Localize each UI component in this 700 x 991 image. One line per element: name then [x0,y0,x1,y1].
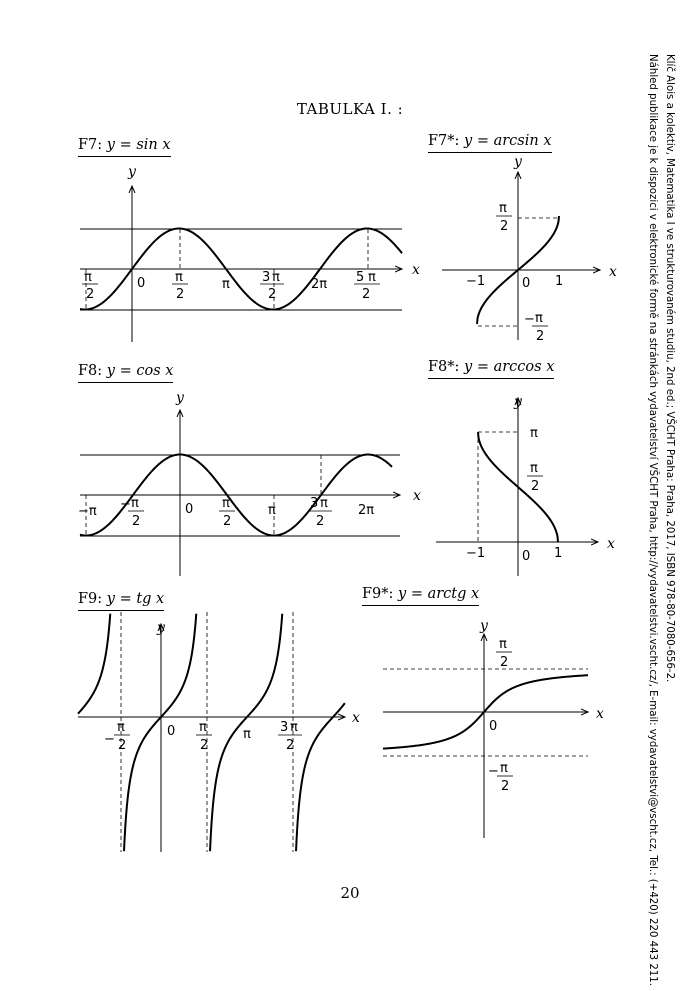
arcsin-x-label: x [609,264,617,280]
arctan-tick-neg-half-num: π [500,761,508,776]
caption-f9s-label: F9*: [362,586,394,602]
tan-tick-neg-half-num: π [117,720,125,735]
arcsin-tick-neg-one: −1 [466,274,486,289]
tan-tick-3half-num-pi: π [290,720,298,735]
caption-f9s-formula: y = arctg x [398,586,480,602]
arccos-tick-one: 1 [554,546,563,561]
graph-sin [80,164,420,342]
arccos-y-label: y [514,394,522,410]
sin-x-label: x [412,262,420,278]
cos-tick-neg-half-num: π [131,496,139,511]
tan-tick-neg-half-minus: − [104,732,115,747]
publication-sidebar-text [644,54,678,987]
tan-tick-3half-den: 2 [286,738,295,753]
sidebar-preview-note: Náhled publikace je k dispozici v elektronické formě na stránkách vydavatelství VŠCHT Praha, http://vydavatelstvi.vscht.cz/, E-mail: vydavatelstvi@vscht.cz, Tel.: (+420) 220 443 211. [647,54,658,987]
arccos-x-label: x [607,536,615,552]
arcsin-tick-neg-half-pi-num: π [535,311,543,326]
tan-tick-zero: 0 [167,724,176,739]
caption-f9-formula: y = tg x [106,591,165,607]
arccos-tick-zero: 0 [522,549,531,564]
cos-tick-neg-pi: −π [78,504,97,519]
sin-y-label: y [128,164,136,180]
tan-tick-pi: π [243,727,251,742]
graph-arcsin [442,154,617,344]
sin-tick-5half-den: 2 [362,287,371,302]
caption-f8s-label: F8*: [428,359,460,375]
sin-tick-5half-num-pi: π [368,270,376,285]
page-number: 20 [340,884,360,902]
arcsin-tick-zero: 0 [522,276,531,291]
arctan-tick-neg-half-den: 2 [501,779,510,794]
graph-arccos [436,394,615,576]
arccos-tick-half-pi-num: π [530,461,538,476]
page-title: TABULKA I. : [296,100,404,118]
cos-tick-3half-den: 2 [316,514,325,529]
arcsin-tick-half-pi-den: 2 [500,219,509,234]
tan-tick-neg-half-den: 2 [118,738,127,753]
arcsin-tick-half-pi-num: π [499,201,507,216]
cos-tick-neg-half-den: 2 [132,514,141,529]
graph-tan [78,612,360,852]
arcsin-tick-neg-half-pi-den: 2 [536,329,545,344]
arcsin-tick-neg-half-pi-minus: − [524,312,535,327]
tan-tick-half-pi-den: 2 [200,738,209,753]
cos-tick-neg-half-minus: − [120,497,131,512]
graph-arctan [383,618,604,838]
arccos-tick-neg-one: −1 [466,546,486,561]
sin-tick-3half-num-pi: π [272,270,280,285]
cos-y-label: y [176,390,184,406]
tan-tick-half-pi-num: π [199,720,207,735]
arctan-y-label: y [480,618,488,634]
sin-tick-2pi: 2π [311,277,328,292]
caption-f7s-formula: y = arcsin x [464,133,552,149]
caption-f9-label: F9: [78,591,103,607]
sin-tick-half-pi-num: π [175,270,183,285]
tan-y-label: y [157,620,165,636]
sin-tick-3half-den: 2 [268,287,277,302]
cos-x-label: x [413,488,421,504]
sidebar-citation: Klíč Alois a kolektiv, Matematika I ve strukturovaném studiu, 2nd ed.; VŠCHT Praha: Praha, 2017, ISBN 978-80-7080-656-2. [664,54,675,683]
arccos-tick-half-pi-den: 2 [531,479,540,494]
sin-tick-half-pi-den: 2 [176,287,185,302]
cos-tick-3half-num-3: 3 [310,496,319,511]
tan-x-label: x [352,710,360,726]
sin-tick-5half-num-5: 5 [356,270,365,285]
sin-tick-pi: π [222,277,230,292]
sin-tick-zero: 0 [137,276,146,291]
cos-tick-pi: π [268,503,276,518]
publication-sidebar [638,54,678,987]
arctan-tick-half-pi-den: 2 [500,655,509,670]
cos-tick-3half-num-pi: π [320,496,328,511]
arccos-tick-pi: π [530,426,538,441]
arcsin-tick-one: 1 [555,274,564,289]
caption-f7s-label: F7*: [428,133,460,149]
cos-tick-half-pi-num: π [222,496,230,511]
arcsin-y-label: y [514,154,522,170]
arctan-tick-neg-half-minus: − [488,764,499,779]
caption-f8-label: F8: [78,363,103,379]
caption-f8s-formula: y = arccos x [464,359,555,375]
caption-f7-formula: y = sin x [106,137,171,153]
tan-tick-3half-num-3: 3 [280,720,289,735]
sin-tick-3half-num-3: 3 [262,270,271,285]
sin-tick-neg-half-pi-den: 2 [86,287,95,302]
arctan-tick-zero: 0 [489,719,498,734]
graph-cos [78,390,421,576]
cos-tick-2pi: 2π [358,503,375,518]
cos-tick-half-pi-den: 2 [223,514,232,529]
cos-tick-zero: 0 [185,502,194,517]
arctan-x-label: x [596,706,604,722]
sin-tick-neg-half-pi-num: π [84,270,92,285]
arctan-tick-half-pi-num: π [499,637,507,652]
caption-f7-label: F7: [78,137,103,153]
caption-f8-formula: y = cos x [106,363,174,379]
